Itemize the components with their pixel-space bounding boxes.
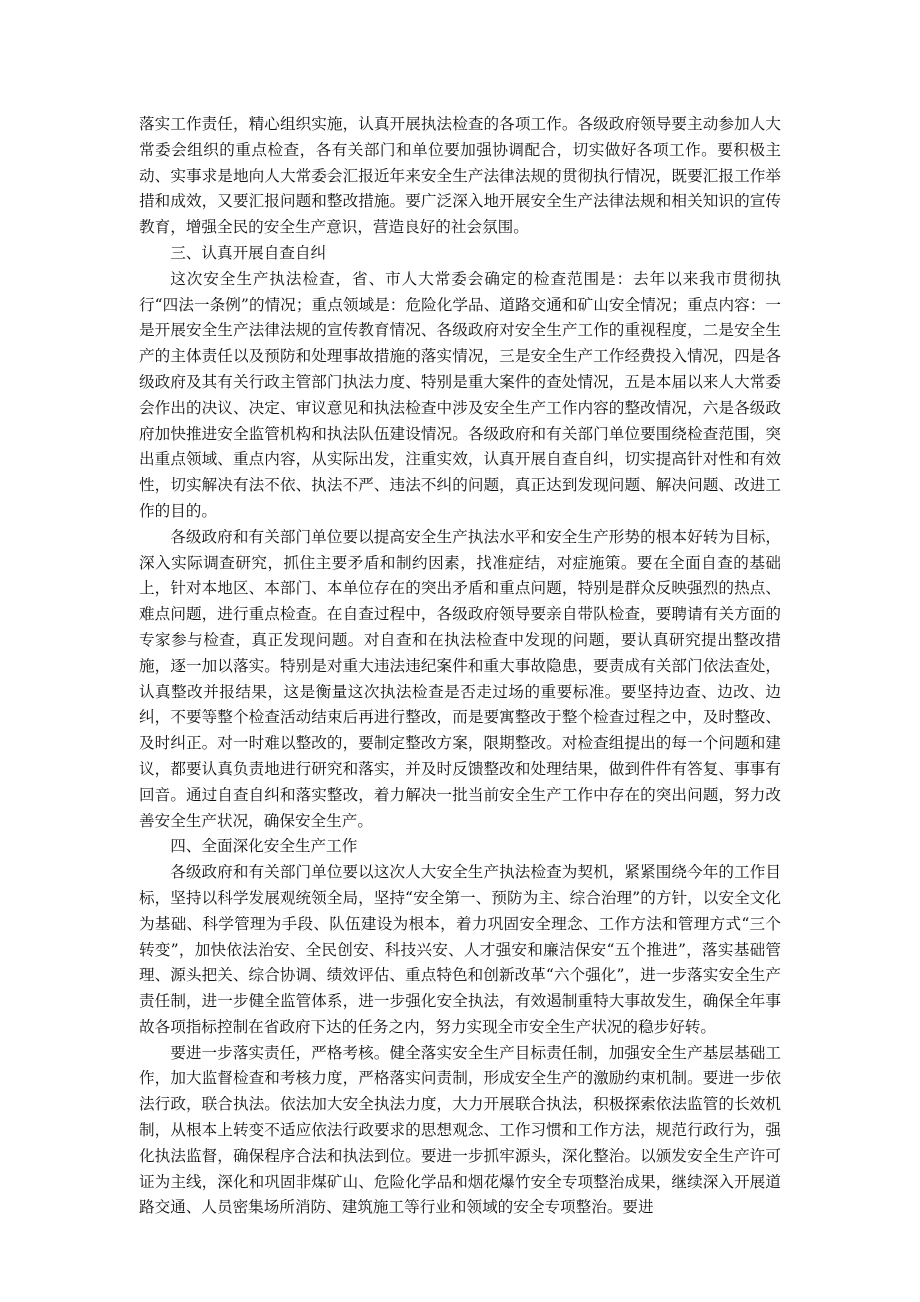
document-page — [139, 112, 781, 1221]
paragraph-inspection-scope: 这次安全生产执法检查，省、市人大常委会确定的检查范围是：去年以来我市贯彻执行“四法一条例”的情况；重点领域是：危险化学品、道路交通和矿山安全情况；重点内容：一是开展安全生产法律法规的宣传教育情况、各级政府对安全生产工作的重视程度，二是安全生产的主体责任以及预防和处理事故措施的落实情况，三是安全生产工作经费投入情况，四是各级政府及其有关行政主管部门执法力度、特别是重大案件的查处情况，五是本届以来人大常委会作出的决议、决定、审议意见和执法检查中涉及安全生产工作内容的整改情况，六是各级政府加快推进安全监管机构和执法队伍建设情况。各级政府和有关部门单位要围绕检查范围，突出重点领域、重点内容，从实际出发，注重实效，认真开展自查自纠，切实提高针对性和有效性，切实解决有法不依、执法不严、违法不纠的问题，真正达到发现问题、解决问题、改进工作的目的。 — [139, 269, 781, 520]
paragraph-work-goals: 各级政府和有关部门单位要以这次人大安全生产执法检查为契机，紧紧围绕今年的工作目标，坚持以科学发展观统领全局，坚持“安全第一、预防为主、综合治理”的方针，以安全文化为基础、科学管理为手段、队伍建设为根本，着力巩固安全理念、工作方法和管理方式“三个转变”，加快依法治安、全民创安、科技兴安、人才强安和廉洁保安“五个推进”，落实基础管理、源头把关、综合协调、绩效评估、重点特色和创新改革“六个强化”，进一步落实安全生产责任制，进一步健全监管体系，进一步强化安全执法，有效遏制重特大事故发生，确保全年事故各项指标控制在省政府下达的任务之内，努力实现全市安全生产状况的稳步好转。 — [139, 863, 781, 1036]
paragraph-responsibility: 落实工作责任，精心组织实施，认真开展执法检查的各项工作。各级政府领导要主动参加人大常委会组织的重点检查，各有关部门和单位要加强协调配合，切实做好各项工作。要积极主动、实事求是地向人大常委会汇报近年来安全生产法律法规的贯彻执行情况，既要汇报工作举措和成效，又要汇报问题和整改措施。要广泛深入地开展安全生产法律法规和相关知识的宣传教育，增强全民的安全生产意识，营造良好的社会氛围。 — [139, 115, 781, 237]
paragraph-rectification: 各级政府和有关部门单位要以提高安全生产执法水平和安全生产形势的根本好转为目标，深入实际调查研究，抓住主要矛盾和制约因素，找准症结，对症施策。要在全面自查的基础上，针对本地区、本部门、本单位存在的突出矛盾和重点问题，特别是群众反映强烈的热点、难点问题，进行重点检查。在自查过程中，各级政府领导要亲自带队检查，要聘请有关方面的专家参与检查，真正发现问题。对自查和在执法检查中发现的问题，要认真研究提出整改措施，逐一加以落实。特别是对重大违法违纪案件和重大事故隐患，要责成有关部门依法查处，认真整改并报结果，这是衡量这次执法检查是否走过场的重要标准。要坚持边查、边改、边纠，不要等整个检查活动结束后再进行整改，而是要寓整改于整个检查过程之中，及时整改、及时纠正。对一时难以整改的，要制定整改方案，限期整改。对检查组提出的每一个问题和建议，都要认真负责地进行研究和落实，并及时反馈整改和处理结果，做到件件有答复、事事有回音。通过自查自纠和落实整改，着力解决一批当前安全生产工作中存在的突出问题，努力改善安全生产状况，确保安全生产。 — [139, 527, 781, 830]
section-heading-self-inspection: 三、认真开展自查自纠 — [170, 243, 327, 262]
paragraph-implementation: 要进一步落实责任，严格考核。健全落实安全生产目标责任制，加强安全生产基层基础工作，加大监督检查和考核力度，严格落实问责制，形成安全生产的激励约束机制。要进一步依法行政，联合执法。依法加大安全执法力度，大力开展联合执法，积极探索依法监管的长效机制，从根本上转变不适应依法行政要求的思想观念、工作习惯和工作方法，规范行政行为，强化执法监督，确保程序合法和执法到位。要进一步抓牢源头，深化整治。以颁发安全生产许可证为主线，深化和巩固非煤矿山、危险化学品和烟花爆竹安全专项整治成果，继续深入开展道路交通、人员密集场所消防、建筑施工等行业和领域的安全专项整治。要进 — [139, 1043, 781, 1217]
section-heading-deepen-safety: 四、全面深化安全生产工作 — [170, 837, 358, 856]
